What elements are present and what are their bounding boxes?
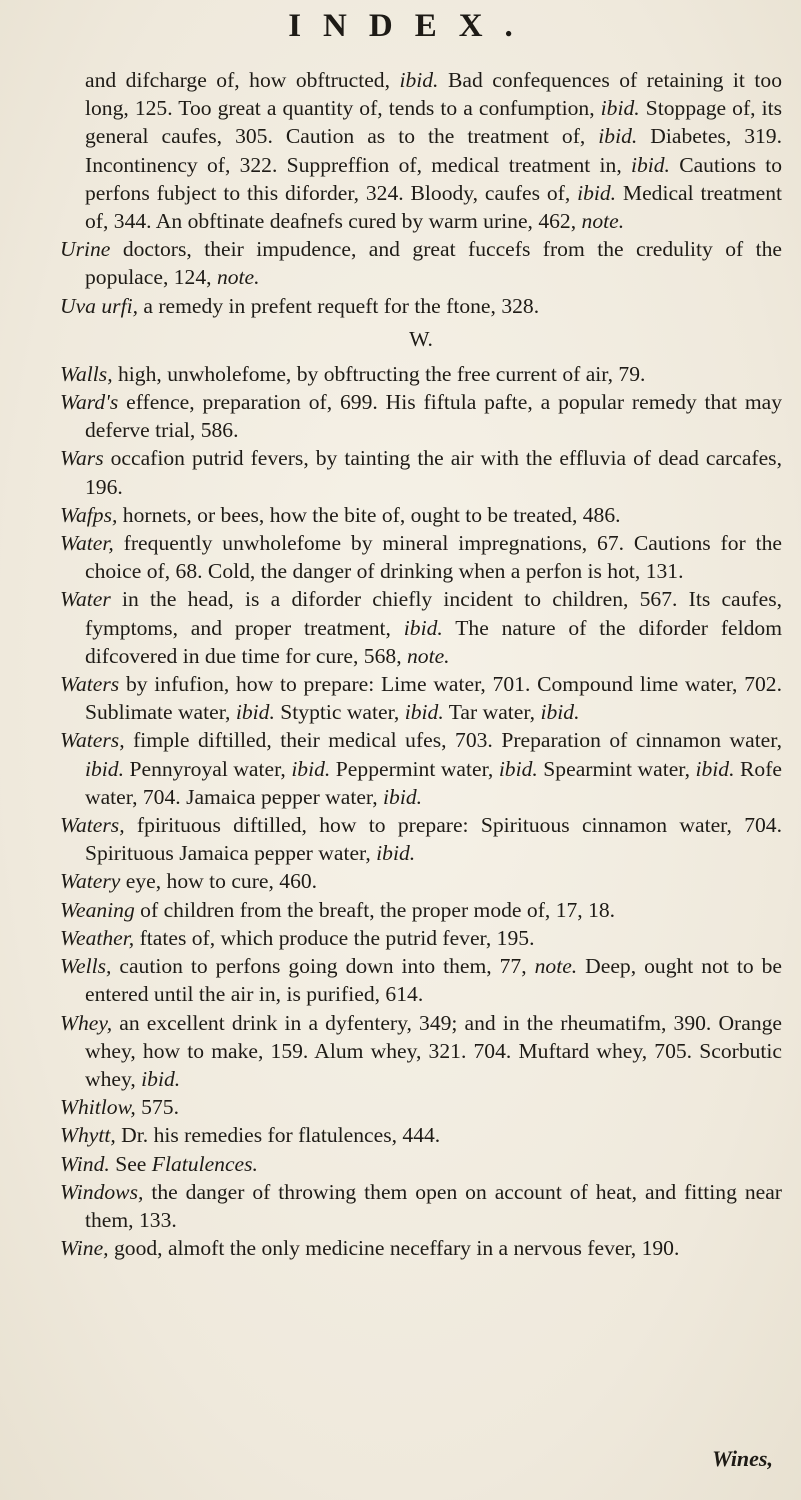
entry-text: a remedy in prefent requeft for the ftone, 328. [137, 293, 540, 318]
headword: Urine [60, 237, 111, 262]
section-letter: W. [409, 326, 433, 351]
entry-text: Stoppage of, its general caufes, 305. Caution as to the treatment of, [85, 96, 782, 149]
index-entry [60, 952, 782, 1008]
entry-text: caution to perfons going down into them, 77, [111, 954, 535, 979]
index-entry [60, 529, 782, 585]
entry-text: occafion putrid fevers, by tainting the air with the effluvia of dead carcafes, 196. [85, 446, 782, 499]
entry-text: Rofe water, 704. Jamaica pepper water, [85, 756, 782, 809]
headword: Uva urfi, [60, 293, 138, 318]
headword: Waters, [60, 728, 125, 753]
headword: Wars [60, 446, 104, 471]
headword: Wafps, [60, 502, 118, 527]
entry-text: effence, preparation of, 699. His fiftula pafte, a popular remedy that may deferve trial, 586. [85, 390, 782, 443]
headword: Waters [60, 672, 120, 697]
entry-text: doctors, their impudence, and great fuccefs from the credulity of the populace, 124, [85, 237, 782, 290]
headword: Wells, [60, 954, 112, 979]
entry-text: by infufion, how to prepare: Lime water, 701. Compound lime water, 702. Sublimate water, [85, 672, 782, 725]
index-entry [60, 670, 782, 726]
index-entry [60, 66, 782, 235]
italic-reference: ibid. [376, 841, 416, 866]
headword: Wind. [60, 1151, 110, 1176]
italic-reference: ibid. [577, 180, 617, 205]
headword: Water [60, 587, 111, 612]
index-entry [60, 1234, 782, 1262]
entry-text: Diabetes, 319. Incontinency of, 322. Suppreffion of, medical treatment in, [85, 124, 783, 177]
entry-text: Spearmint water, [537, 756, 696, 781]
headword: Wine, [60, 1236, 109, 1261]
entry-text: Peppermint water, [330, 756, 499, 781]
index-entry [60, 1009, 782, 1094]
headword: Weaning [60, 897, 135, 922]
italic-reference: ibid. [600, 96, 640, 121]
index-entry [60, 585, 782, 670]
index-entry [60, 1121, 782, 1149]
index-entry [60, 867, 782, 895]
entry-text: Bad confequences of retaining it too long, 125. Too great a quantity of, tends to a confumption, [85, 68, 783, 121]
running-head: INDEX. [288, 8, 535, 44]
entry-text: high, unwholefome, by obftructing the free current of air, 79. [112, 361, 646, 386]
entry-text: Pennyroyal water, [124, 756, 292, 781]
headword: Whytt, [60, 1123, 116, 1148]
entry-text: fpirituous diftilled, how to prepare: Spirituous cinnamon water, 704. Spirituous Jamaica pepper water, [85, 813, 782, 866]
entry-text: Deep, ought not to be entered until the air in, is purified, 614. [85, 954, 782, 1007]
entry-text: 575. [135, 1095, 179, 1120]
italic-reference: ibid. [498, 756, 538, 781]
entry-text: fimple diftilled, their medical ufes, 703. Preparation of cinnamon water, [124, 728, 782, 753]
entry-text: Medical treatment of, 344. An obftinate deafnefs cured by warm urine, 462, [85, 180, 783, 234]
index-entry [60, 896, 782, 924]
entry-text: of children from the breaft, the proper mode of, 17, 18. [134, 897, 616, 922]
entry-text: See [109, 1151, 152, 1176]
italic-reference: ibid. [383, 784, 423, 809]
entry-text: Dr. his remedies for flatulences, 444. [115, 1123, 441, 1148]
italic-reference: note. [407, 643, 450, 668]
index-entry [60, 924, 782, 952]
entry-text: an excellent drink in a dyfentery, 349; and in the rheumatifm, 390. Orange whey, how to make, 159. Alum whey, 321. 704. Muftard whey, 705. Scorbutic whey, [85, 1010, 782, 1091]
italic-reference: ibid. [399, 68, 439, 92]
entry-text: and difcharge of, how obftructed, [85, 68, 400, 92]
entry-text: Tar water, [443, 700, 541, 725]
index-entry [60, 1150, 782, 1178]
index-entry [60, 235, 782, 291]
headword: Weather, [60, 925, 135, 950]
italic-reference: ibid. [291, 756, 331, 781]
italic-reference: note. [534, 954, 578, 979]
index-entry [60, 444, 782, 500]
index-text [60, 66, 782, 1262]
u-entries [60, 66, 782, 320]
italic-reference: note. [216, 265, 260, 290]
w-entries [60, 360, 782, 1263]
entry-text: frequently unwholefome by mineral impregnations, 67. Cautions for the choice of, 68. Cold, the danger of drinking when a perfon is hot, 131. [85, 531, 782, 584]
index-entry [60, 501, 782, 529]
italic-reference: ibid. [85, 756, 124, 781]
entry-text: good, almoft the only medicine neceffary in a nervous fever, 190. [108, 1236, 680, 1261]
italic-reference: ibid. [404, 700, 444, 725]
italic-reference: Flatulences. [151, 1151, 258, 1176]
italic-reference: ibid. [598, 124, 638, 149]
index-entry [60, 388, 782, 444]
headword: Ward's [60, 390, 119, 415]
entry-text: in the head, is a diforder chiefly incident to children, 567. Its caufes, fymptoms, and proper treatment, [85, 587, 782, 640]
entry-text: the danger of throwing them open on account of heat, and fitting near them, 133. [85, 1179, 782, 1232]
headword: Water, [60, 531, 114, 556]
index-entry [60, 1178, 782, 1234]
italic-reference: ibid. [403, 615, 443, 640]
entry-text: The nature of the diforder feldom difcovered in due time for cure, 568, [85, 615, 782, 668]
italic-reference: note. [581, 209, 625, 234]
index-entry [60, 292, 782, 320]
italic-reference: ibid. [141, 1066, 181, 1091]
catchword: Wines, [712, 1446, 773, 1471]
italic-reference: ibid. [630, 152, 670, 177]
entry-text: hornets, or bees, how the bite of, ought to be treated, 486. [117, 502, 621, 527]
index-entry [60, 726, 782, 811]
headword: Windows, [60, 1179, 144, 1204]
italic-reference: ibid. [695, 756, 735, 781]
italic-reference: ibid. [235, 700, 275, 725]
entry-text: ftates of, which produce the putrid fever, 195. [134, 925, 535, 950]
headword: Walls, [60, 361, 113, 386]
headword: Whitlow, [60, 1095, 136, 1120]
entry-text: Styptic water, [274, 700, 405, 725]
headword: Whey, [60, 1010, 113, 1035]
entry-text: Cautions to perfons fubject to this diforder, 324. Bloody, caufes of, [85, 152, 783, 205]
italic-reference: ibid. [540, 700, 580, 725]
entry-text: eye, how to cure, 460. [120, 869, 318, 894]
index-entry [60, 1093, 782, 1121]
index-entry [60, 360, 782, 388]
headword: Waters, [60, 813, 125, 838]
headword: Watery [60, 869, 121, 894]
index-entry [60, 811, 782, 867]
